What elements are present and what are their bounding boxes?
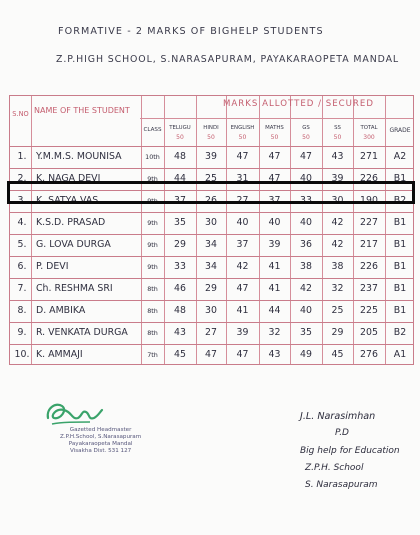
subject-mark: 36 [300,239,312,250]
total-mark: 225 [360,305,378,316]
subject-mark: 46 [174,283,186,294]
grade: B1 [393,239,407,250]
subject-mark: 29 [174,239,186,250]
row-sno: 9. [17,327,27,338]
student-name: Y.M.M.S. MOUNISA [36,151,122,162]
subject-mark: 33 [300,195,312,206]
student-class: 9th [147,219,158,227]
student-class: 8th [147,329,158,337]
subject-mark: 43 [331,151,344,162]
subject-max-marks: 50 [302,134,310,141]
row-sno: 10. [14,349,30,360]
subject-mark: 33 [174,261,186,272]
subject-mark: 47 [268,173,281,184]
subject-mark: 39 [268,239,281,250]
subject-mark: 41 [268,283,281,294]
total-mark: 205 [360,327,378,338]
subject-mark: 35 [174,217,186,228]
signature-title: P.D [335,428,349,438]
row-sno: 8. [17,305,27,316]
grade: B1 [393,283,407,294]
sheet-title: FORMATIVE - 2 MARKS OF BIGHELP STUDENTS [58,26,324,37]
headmaster-stamp-signature [42,398,104,430]
subject-mark: 41 [268,261,281,272]
student-class: 9th [147,175,158,183]
student-class: 9th [147,263,158,271]
row-sno: 6. [17,261,27,272]
subject-mark: 39 [205,151,217,162]
subject-mark: 48 [174,151,186,162]
subject-max-marks: 50 [238,134,247,141]
student-name: Ch. RESHMA SRI [36,283,113,294]
subject-mark: 40 [300,217,312,228]
subject-header: TELUGU [169,125,191,131]
signature-school: Z.P.H. School [305,463,364,473]
grade: A1 [393,349,407,360]
row-sno: 3. [17,195,27,206]
col-grade-header: GRADE [389,127,411,134]
subject-mark: 34 [205,261,217,272]
subject-mark: 39 [236,327,249,338]
subject-mark: 47 [236,283,249,294]
row-sno: 7. [17,283,27,294]
grade: B2 [393,327,407,338]
student-class: 7th [147,351,158,359]
subject-mark: 41 [236,305,249,316]
subject-mark: 40 [300,173,312,184]
student-name: G. LOVA DURGA [36,239,111,250]
subject-mark: 42 [300,283,312,294]
signature-org: Big help for Education [300,446,400,456]
subject-mark: 43 [268,349,281,360]
subject-mark: 40 [268,217,281,228]
subject-mark: 42 [331,239,344,250]
subject-mark: 42 [331,217,344,228]
total-mark: 190 [360,195,378,206]
student-class: 9th [147,241,158,249]
subject-mark: 44 [174,173,186,184]
student-name: D. AMBIKA [36,305,86,316]
student-name: R. VENKATA DURGA [36,327,128,338]
subject-mark: 30 [205,217,217,228]
highlighted-row-frame [7,181,415,204]
subject-mark: 25 [205,173,217,184]
row-sno: 1. [17,151,27,162]
subject-mark: 29 [331,327,344,338]
subject-mark: 37 [174,195,186,206]
subject-mark: 37 [236,239,249,250]
row-sno: 5. [17,239,27,250]
subject-mark: 49 [300,349,312,360]
subject-mark: 32 [331,283,344,294]
student-name: K. AMMAJI [36,349,83,360]
student-name: K. NAGA DEVI [36,173,101,184]
subject-mark: 30 [331,195,344,206]
subject-mark: 29 [205,283,217,294]
subject-mark: 47 [268,151,281,162]
subject-header: TOTAL [360,125,378,131]
subject-mark: 47 [205,349,217,360]
student-name: K. SATYA VAS [36,195,99,206]
subject-mark: 27 [236,195,249,206]
subject-mark: 27 [205,327,217,338]
grade: B1 [393,305,407,316]
subject-header: MATHS [265,125,284,131]
subject-mark: 48 [174,305,186,316]
subject-header: GS [302,125,310,131]
total-mark: 226 [360,173,378,184]
subject-max-marks: 50 [270,134,279,141]
total-mark: 226 [360,261,378,272]
subject-max-marks: 50 [176,134,184,141]
school-name: Z.P.HIGH SCHOOL, S.NARASAPURAM, PAYAKARAOPETA MANDAL [56,54,400,65]
total-mark: 271 [360,151,378,162]
student-class: 8th [147,285,158,293]
subject-mark: 42 [236,261,249,272]
grade: B1 [393,173,407,184]
subject-mark: 45 [174,349,186,360]
subject-header: HINDI [203,125,219,131]
subject-mark: 45 [331,349,344,360]
marks-table [9,95,414,365]
grade: B2 [393,195,407,206]
subject-max-marks: 50 [333,134,342,141]
subject-mark: 40 [236,217,249,228]
total-mark: 227 [360,217,378,228]
subject-mark: 38 [331,261,344,272]
grade: B1 [393,261,407,272]
subject-mark: 38 [300,261,312,272]
subject-mark: 34 [205,239,217,250]
subject-mark: 26 [205,195,217,206]
marks-header: MARKS ALLOTTED / SECURED [223,99,374,109]
subject-header: SS [334,125,341,131]
subject-mark: 44 [268,305,281,316]
grade: B1 [393,217,407,228]
signature-name: J.L. Narasimhan [300,411,376,422]
subject-max-marks: 50 [207,134,215,141]
total-mark: 276 [360,349,378,360]
headmaster-stamp: Gazetted Headmaster Z.P.H.School, S.Narasapuram Payakaraopeta Mandal Visakha Dist. 531 127 [60,427,142,454]
subject-header: ENGLISH [230,125,255,131]
grade: A2 [393,151,407,162]
row-sno: 2. [17,173,27,184]
row-sno: 4. [17,217,27,228]
subject-mark: 39 [331,173,344,184]
subject-mark: 25 [331,305,344,316]
signature-place: S. Narasapuram [305,480,378,490]
subject-mark: 43 [174,327,186,338]
student-class: 10th [145,153,160,161]
subject-mark: 37 [268,195,281,206]
col-name-header: NAME OF THE STUDENT [34,106,130,115]
subject-mark: 40 [300,305,312,316]
subject-max-marks: 300 [363,134,375,141]
col-class-header: CLASS [143,127,162,133]
subject-mark: 35 [300,327,312,338]
col-sno-header: S.NO [12,110,29,118]
student-name: P. DEVI [36,261,69,272]
total-mark: 217 [360,239,378,250]
student-class: 8th [147,307,158,315]
subject-mark: 47 [236,349,249,360]
subject-mark: 47 [236,151,249,162]
total-mark: 237 [360,283,378,294]
student-name: K.S.D. PRASAD [36,217,106,228]
student-class: 9th [147,197,158,205]
subject-mark: 31 [236,173,249,184]
subject-mark: 47 [300,151,312,162]
subject-mark: 30 [205,305,217,316]
subject-mark: 32 [268,327,281,338]
